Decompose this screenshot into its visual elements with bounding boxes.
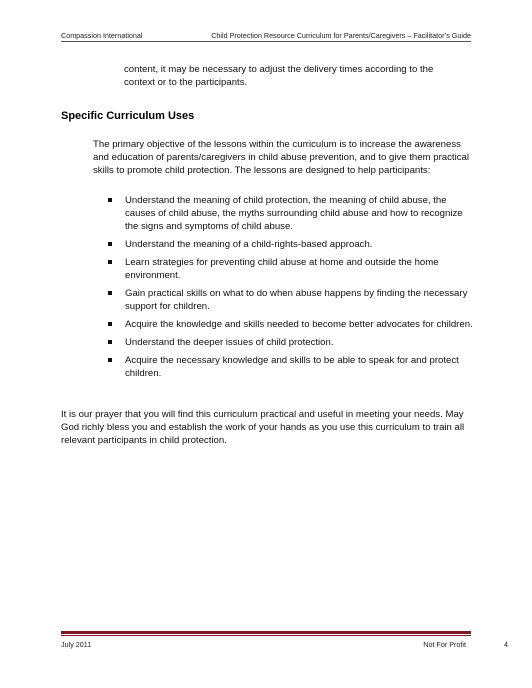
list-item-text: Gain practical skills on what to do when abuse happens by finding the necessary support for children. <box>125 288 468 312</box>
footer-divider-thick <box>61 631 471 634</box>
list-item <box>106 256 474 282</box>
page-number: 4 <box>504 640 508 649</box>
square-bullet-icon <box>108 340 112 344</box>
list-item-text: Understand the deeper issues of child protection. <box>125 337 334 348</box>
footer-divider-thin <box>61 635 471 636</box>
list-item <box>106 194 474 233</box>
list-item-text: Learn strategies for preventing child abuse at home and outside the home environment. <box>125 257 439 281</box>
section-heading: Specific Curriculum Uses <box>61 110 195 122</box>
list-item <box>106 354 474 380</box>
list-item <box>106 336 474 349</box>
list-item-text: Acquire the knowledge and skills needed to become better advocates for children. <box>125 319 473 330</box>
continuation-paragraph: content, it may be necessary to adjust the delivery times according to the context or to the participants. <box>124 64 434 88</box>
square-bullet-icon <box>108 260 112 264</box>
header-organization: Compassion International <box>61 31 143 40</box>
objectives-list <box>106 194 474 385</box>
square-bullet-icon <box>108 242 112 246</box>
list-item-text: Understand the meaning of child protection, the meaning of child abuse, the causes of child abuse, the myths surrounding child abuse and how to recognize the signs and symptoms of child abuse. <box>125 195 463 232</box>
page-header <box>61 28 471 42</box>
header-document-title: Child Protection Resource Curriculum for Parents/Caregivers – Facilitator’s Guide <box>211 31 471 40</box>
square-bullet-icon <box>108 198 112 202</box>
square-bullet-icon <box>108 291 112 295</box>
list-item <box>106 238 474 251</box>
closing-paragraph: It is our prayer that you will find this curriculum practical and useful in meeting your needs. May God richly bless you and establish the work of your hands as you use this curriculum to train all relevant participants in child protection. <box>61 409 465 446</box>
list-item-text: Understand the meaning of a child-rights-based approach. <box>125 239 373 250</box>
square-bullet-icon <box>108 358 112 362</box>
footer-date: July 2011 <box>61 640 92 649</box>
square-bullet-icon <box>108 322 112 326</box>
list-item <box>106 287 474 313</box>
footer-notice: Not For Profit <box>423 640 466 649</box>
section-intro-paragraph: The primary objective of the lessons within the curriculum is to increase the awareness and education of parents/caregivers in child abuse prevention, and to give them practical skills to promote child protection. The lessons are designed to help participants: <box>93 139 469 176</box>
header-divider <box>61 41 471 42</box>
list-item-text: Acquire the necessary knowledge and skills to be able to speak for and protect children. <box>125 355 459 379</box>
list-item <box>106 318 474 331</box>
